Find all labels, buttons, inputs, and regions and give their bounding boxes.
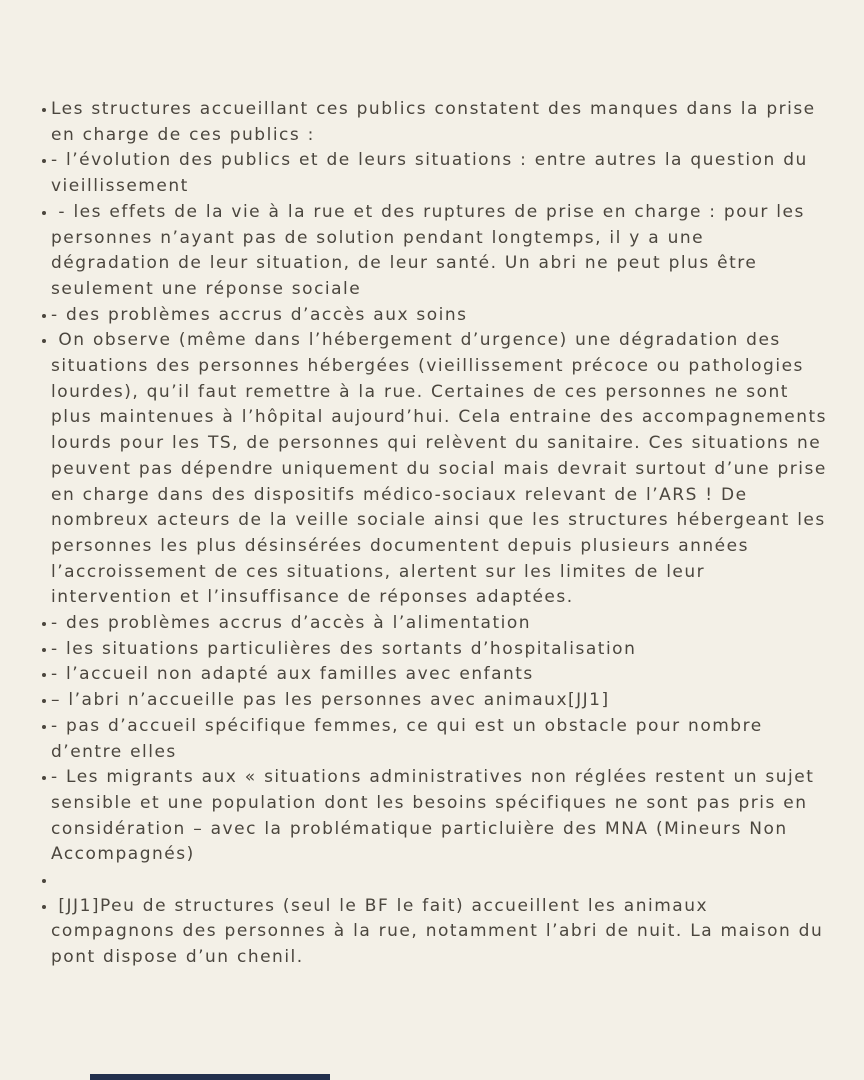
bullet-item: - Les migrants aux « situations administratives non réglées restent un sujet sensible et une population dont les besoins spécifiques ne sont pas pris en considération – avec la problématique particluière des MNA (Mineurs Non Accompagnés) — [51, 765, 829, 868]
bullet-item: - des problèmes accrus d’accès à l’alimentation — [51, 611, 829, 637]
bullet-item: – l’abri n’accueille pas les personnes avec animaux[JJ1] — [51, 688, 829, 714]
bullet-item: - l’accueil non adapté aux familles avec enfants — [51, 662, 829, 688]
bullet-item-comment: [JJ1]Peu de structures (seul le BF le fait) accueillent les animaux compagnons des personnes à la rue, notamment l’abri de nuit. La maison du pont dispose d’un chenil. — [51, 894, 829, 971]
bullet-item: - les effets de la vie à la rue et des ruptures de prise en charge : pour les personnes n’ayant pas de solution pendant longtemps, il y a une dégradation de leur situation, de leur santé. Un abri ne peut plus être seulement une réponse sociale — [51, 200, 829, 303]
bullet-item: Les structures accueillant ces publics constatent des manques dans la prise en charge de ces publics : — [51, 97, 829, 148]
bullet-item: - l’évolution des publics et de leurs situations : entre autres la question du vieillissement — [51, 148, 829, 199]
bullet-item-empty — [51, 868, 829, 894]
bullet-item: On observe (même dans l’hébergement d’urgence) une dégradation des situations des personnes hébergées (vieillissement précoce ou pathologies lourdes), qu’il faut remettre à la rue. Certaines de ces personnes ne sont plus maintenues à l’hôpital aujourd’hui. Cela entraine des accompagnements lourds pour les TS, de personnes qui relèvent du sanitaire. Ces situations ne peuvent pas dépendre uniquement du social mais devrait surtout d’une prise en charge dans des dispositifs médico-sociaux relevant de l’ARS ! De nombreux acteurs de la veille sociale ainsi que les structures hébergeant les personnes les plus désinsérées documentent depuis plusieurs années l’accroissement de ces situations, alertent sur les limites de leur intervention et l’insuffisance de réponses adaptées. — [51, 328, 829, 611]
bullet-item: - pas d’accueil spécifique femmes, ce qui est un obstacle pour nombre d’entre elles — [51, 714, 829, 765]
bullet-item: - des problèmes accrus d’accès aux soins — [51, 303, 829, 329]
partial-dark-bar — [90, 1074, 330, 1080]
bullet-item: - les situations particulières des sortants d’hospitalisation — [51, 637, 829, 663]
